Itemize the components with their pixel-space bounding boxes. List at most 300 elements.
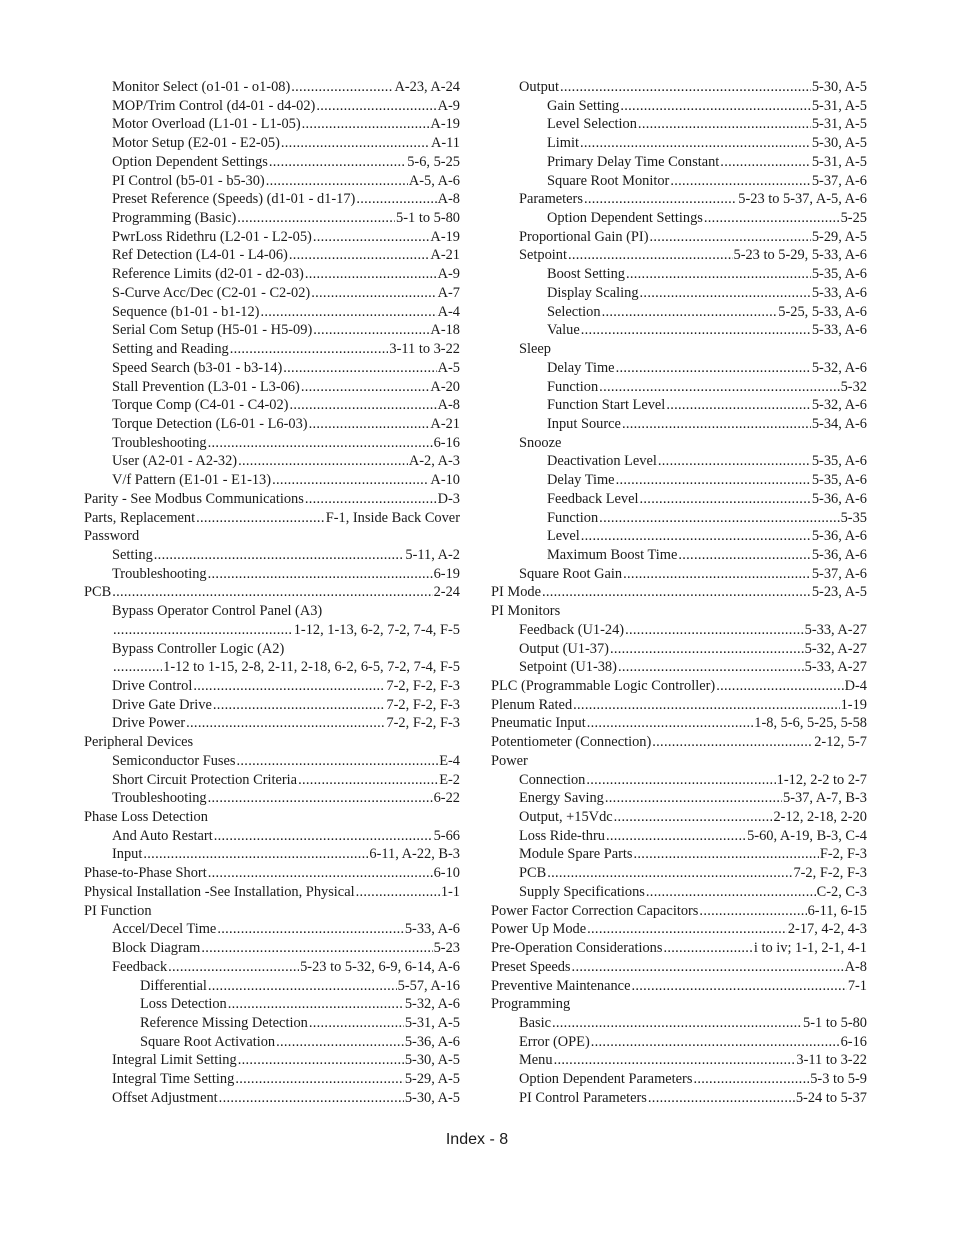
index-term: Output, +15Vdc (519, 809, 613, 826)
page-reference: 5-36, A-6 (811, 546, 867, 563)
dot-leader (196, 509, 325, 528)
index-entry (84, 1033, 460, 1052)
page-reference: A-10 (430, 472, 460, 489)
index-entry (491, 958, 867, 977)
index-entry (84, 228, 460, 247)
page-reference: 5-30, A-5 (404, 1052, 460, 1069)
dot-leader (587, 920, 787, 939)
index-term: Serial Com Setup (H5-01 - H5-09) (112, 322, 313, 339)
page-reference: 6-11, A-22, B-3 (369, 846, 460, 863)
page-reference: 7-2, F-2, F-3 (386, 678, 460, 694)
page-reference: C-2, C-3 (816, 883, 867, 900)
page-reference: 5-31, A-5 (404, 1014, 460, 1031)
index-term: Sleep (519, 341, 551, 358)
index-term: Setting and Reading (112, 341, 229, 358)
index-entry (491, 546, 867, 565)
page-reference: 1-8, 5-6, 5-25, 5-58 (754, 715, 867, 732)
dot-leader (213, 696, 386, 715)
index-entry (84, 172, 460, 191)
index-entry (491, 490, 867, 509)
index-term: Troubleshooting (112, 434, 207, 451)
index-term: Integral Limit Setting (112, 1052, 237, 1069)
dot-leader (289, 396, 436, 415)
page-reference: A-21 (430, 415, 460, 432)
index-term: Maximum Boost Time (547, 546, 678, 563)
index-entry (84, 583, 460, 602)
dot-leader (599, 509, 839, 528)
index-entry (84, 153, 460, 172)
page-reference: 7-2, F-2, F-3 (386, 696, 460, 713)
dot-leader (316, 97, 436, 116)
index-term: Option Dependent Settings (547, 210, 703, 227)
page-reference: 7-2, F-2, F-3 (386, 715, 460, 732)
index-entry (491, 284, 867, 303)
dot-leader (648, 1089, 795, 1108)
index-entry (491, 845, 867, 864)
index-entry (84, 321, 460, 340)
page-reference: 7-1 (847, 977, 867, 994)
page-reference: 5-31, A-5 (811, 116, 867, 133)
page-reference: 5-11, A-2 (405, 546, 460, 563)
dot-leader (605, 789, 782, 808)
index-term: Phase-to-Phase Short (84, 865, 207, 882)
index-entry (84, 340, 460, 359)
index-entry (84, 958, 460, 977)
dot-leader (311, 284, 436, 303)
index-entry (84, 246, 460, 265)
index-entry (491, 378, 867, 397)
dot-leader (219, 1089, 404, 1108)
index-entry (84, 602, 460, 621)
dot-leader (622, 415, 811, 434)
index-term: Motor Overload (L1-01 - L1-05) (112, 116, 301, 133)
page-reference: 5-23 to 5-32, 6-9, 6-14, A-6 (300, 958, 460, 975)
dot-leader (580, 134, 811, 153)
index-term: Drive Control (112, 678, 193, 694)
dot-leader (193, 677, 385, 696)
index-term: Reference Limits (d2-01 - d2-03) (112, 266, 304, 283)
dot-leader (269, 153, 406, 172)
index-entry (491, 172, 867, 191)
page-reference: A-21 (430, 247, 460, 264)
dot-leader (301, 378, 430, 397)
index-entry (84, 977, 460, 996)
index-entry (84, 471, 460, 490)
page-reference: 6-10 (433, 865, 460, 882)
index-entry (491, 209, 867, 228)
dot-leader (704, 209, 840, 228)
index-term: Feedback (U1-24) (519, 621, 625, 638)
index-term: Short Circuit Protection Criteria (112, 771, 298, 788)
index-entry (84, 546, 460, 565)
index-entry (491, 640, 867, 659)
index-entry (491, 1070, 867, 1089)
index-term: Reference Missing Detection (140, 1014, 308, 1031)
dot-leader (573, 696, 839, 715)
index-term: Preset Speeds (491, 958, 571, 975)
dot-leader (568, 246, 733, 265)
index-term: Password (84, 528, 140, 545)
index-entry (491, 527, 867, 546)
index-entry (84, 509, 460, 528)
index-term: Bypass Controller Logic (A2) (112, 640, 285, 657)
dot-leader (646, 883, 816, 902)
index-term: Function (547, 378, 599, 395)
page-reference: 5-35, A-6 (811, 453, 867, 470)
dot-leader (658, 452, 811, 471)
dot-leader (154, 546, 405, 565)
index-entry (491, 1033, 867, 1052)
page-reference: 5-32, A-27 (804, 640, 867, 657)
index-entry (491, 246, 867, 265)
page-reference: F-2, F-3 (819, 846, 867, 863)
index-entry (84, 209, 460, 228)
page-reference: 2-12, 2-18, 2-20 (773, 809, 867, 826)
index-entry (84, 714, 460, 733)
dot-leader (313, 228, 430, 247)
index-term: Function (547, 509, 599, 526)
dot-leader (283, 359, 436, 378)
index-term: Pneumatic Input (491, 715, 586, 732)
page-reference: A-4 (437, 303, 460, 320)
index-entry (84, 434, 460, 453)
index-entry (84, 378, 460, 397)
index-term: Gain Setting (547, 97, 620, 114)
index-entry (491, 621, 867, 640)
index-term: PCB (519, 865, 547, 882)
page-reference: 5-36, A-6 (811, 528, 867, 545)
page-reference: 5-24 to 5-37 (795, 1089, 867, 1106)
index-column-right (491, 78, 867, 1108)
index-entry (84, 1089, 460, 1108)
index-entry (491, 733, 867, 752)
index-term: Display Scaling (547, 284, 639, 301)
dot-leader (217, 920, 404, 939)
index-term: Setting (112, 546, 153, 563)
index-term: Energy Saving (519, 790, 604, 807)
dot-leader (650, 228, 811, 247)
dot-leader (208, 977, 397, 996)
dot-leader (302, 115, 430, 134)
dot-leader (168, 958, 299, 977)
index-entry (84, 78, 460, 97)
dot-leader (616, 471, 811, 490)
index-entry (84, 97, 460, 116)
dot-leader (260, 303, 436, 322)
index-entry (491, 883, 867, 902)
dot-leader (587, 714, 754, 733)
page-reference: 6-16 (840, 1033, 867, 1050)
page-reference: 5-1 to 5-80 (803, 1014, 867, 1031)
index-term: Input Source (547, 415, 621, 432)
index-entry (491, 415, 867, 434)
dot-leader (208, 434, 433, 453)
index-term: PI Monitors (491, 603, 561, 620)
index-entry (84, 733, 460, 752)
page-reference: 5-3 to 5-9 (810, 1071, 867, 1088)
index-term: Square Root Activation (140, 1033, 276, 1050)
index-entry (491, 808, 867, 827)
page-reference: 1-12, 2-2 to 2-7 (776, 771, 867, 788)
page-reference: 5-23 to 5-29, 5-33, A-6 (733, 247, 867, 264)
page-reference: 5-30, A-5 (404, 1089, 460, 1106)
index-entry (84, 696, 460, 715)
dot-leader (113, 658, 162, 677)
index-term: Loss Ride-thru (519, 827, 605, 844)
dot-leader (581, 321, 811, 340)
page-reference: 5-6, 5-25 (407, 153, 460, 170)
page-reference: 3-11 to 3-22 (796, 1052, 867, 1069)
index-entry (84, 920, 460, 939)
dot-leader (309, 1014, 404, 1033)
index-term: Differential (140, 977, 207, 994)
page-reference: A-19 (430, 228, 460, 245)
page-reference: 5-23 (433, 940, 460, 957)
page-reference: 5-29, A-5 (404, 1071, 460, 1088)
index-entry (491, 452, 867, 471)
page-reference: 5-35, A-6 (811, 266, 867, 283)
dot-leader (281, 134, 430, 153)
dot-leader (606, 827, 746, 846)
dot-leader (640, 490, 811, 509)
index-entry (84, 527, 460, 546)
index-term: Speed Search (b3-01 - b3-14) (112, 359, 283, 376)
page-reference: 3-11 to 3-22 (389, 341, 460, 358)
index-term: Loss Detection (140, 996, 227, 1013)
index-term: Physical Installation -See Installation, Physical (84, 883, 355, 900)
page-reference: A-2, A-3 (408, 453, 460, 470)
page-reference: 6-22 (433, 790, 460, 807)
dot-leader (584, 190, 737, 209)
index-term: Semiconductor Fuses (112, 752, 236, 769)
index-term: Accel/Decel Time (112, 921, 217, 938)
dot-leader (313, 321, 429, 340)
index-entry (491, 977, 867, 996)
index-term: PI Mode (491, 584, 541, 601)
dot-leader (634, 845, 819, 864)
index-entry (491, 340, 867, 359)
dot-leader (663, 939, 752, 958)
page-reference: 2-24 (433, 584, 460, 601)
index-entry (84, 490, 460, 509)
dot-leader (238, 452, 408, 471)
dot-leader (666, 396, 811, 415)
index-term: Power (491, 752, 528, 769)
page-reference: 5-37, A-7, B-3 (783, 790, 867, 807)
index-term: Pre-Operation Considerations (491, 940, 663, 957)
dot-leader (113, 621, 293, 640)
dot-leader (356, 190, 436, 209)
page-reference: 2-17, 4-2, 4-3 (787, 921, 867, 938)
dot-leader (572, 958, 844, 977)
index-entry (491, 864, 867, 883)
dot-leader (693, 1070, 809, 1089)
page-reference: 5-25 (840, 210, 867, 227)
page-reference: E-4 (439, 752, 460, 769)
dot-leader (298, 771, 438, 790)
page-reference: 5-34, A-6 (811, 415, 867, 432)
page-reference: 5-1 to 5-80 (396, 210, 460, 227)
index-entry (491, 153, 867, 172)
index-term: Error (OPE) (519, 1033, 590, 1050)
page-reference: A-5, A-6 (408, 172, 460, 189)
page-reference: 2-12, 5-7 (814, 734, 867, 751)
page-reference: A-7 (437, 284, 460, 301)
index-term: PwrLoss Ridethru (L2-01 - L2-05) (112, 228, 312, 245)
page-reference: 5-37, A-6 (811, 565, 867, 582)
page-reference: 5-30, A-5 (811, 79, 867, 95)
page-reference: 5-33, A-27 (804, 621, 867, 638)
index-term: Square Root Monitor (547, 172, 670, 189)
page-reference: 5-35 (840, 509, 867, 526)
index-term: And Auto Restart (112, 827, 213, 844)
index-entry (84, 658, 460, 677)
dot-leader (581, 527, 811, 546)
dot-leader (208, 864, 433, 883)
page-reference: A-19 (430, 116, 460, 133)
index-term: PCB (84, 584, 112, 601)
dot-leader (552, 1014, 802, 1033)
dot-leader (208, 789, 433, 808)
dot-leader (720, 153, 811, 172)
page-reference: 7-2, F-2, F-3 (793, 865, 867, 882)
page-reference: 5-60, A-19, B-3, C-4 (747, 827, 867, 844)
index-term: Parity - See Modbus Communications (84, 490, 304, 507)
index-term: PI Control Parameters (519, 1089, 647, 1106)
index-term: Delay Time (547, 472, 615, 489)
dot-leader (631, 977, 846, 996)
index-term: Setpoint (519, 247, 567, 264)
index-term: Programming (Basic) (112, 210, 237, 227)
index-entry (491, 658, 867, 677)
index-term: Option Dependent Parameters (519, 1071, 693, 1088)
dot-leader (678, 546, 810, 565)
index-term: Setpoint (U1-38) (519, 659, 617, 676)
index-entry (84, 415, 460, 434)
index-term: Delay Time (547, 359, 615, 376)
index-term: Basic (519, 1014, 551, 1031)
index-term: PI Control (b5-01 - b5-30) (112, 172, 265, 189)
dot-leader (305, 490, 437, 509)
index-term: Troubleshooting (112, 565, 207, 582)
index-term: Offset Adjustment (112, 1089, 218, 1106)
page-reference: 5-33, A-6 (404, 921, 460, 938)
dot-leader (291, 78, 393, 97)
page-reference: A-8 (437, 397, 460, 414)
index-term: Proportional Gain (PI) (519, 228, 649, 245)
dot-leader (230, 340, 389, 359)
index-entry (491, 359, 867, 378)
index-term: Level (547, 528, 580, 545)
page-reference: 5-32 (840, 378, 867, 395)
dot-leader (305, 265, 437, 284)
dot-leader (235, 1070, 404, 1089)
page-reference: 5-33, A-6 (811, 322, 867, 339)
dot-leader (620, 97, 810, 116)
index-term: PLC (Programmable Logic Controller) (491, 678, 716, 694)
dot-leader (560, 78, 811, 97)
index-entry (491, 920, 867, 939)
index-term: Boost Setting (547, 266, 625, 283)
dot-leader (716, 677, 843, 696)
dot-leader (626, 265, 811, 284)
dot-leader (237, 209, 395, 228)
page-footer: Index - 8 (445, 1131, 509, 1148)
dot-leader (214, 827, 433, 846)
page-reference: 1-12 to 1-15, 2-8, 2-11, 2-18, 6-2, 6-5, 7-2, 7-4, F-5 (163, 659, 460, 676)
page-reference: 5-37, A-6 (811, 172, 867, 189)
index-term: Square Root Gain (519, 565, 623, 582)
index-entry (491, 434, 867, 453)
index-entry (491, 509, 867, 528)
index-term: Troubleshooting (112, 790, 207, 807)
index-entry (84, 883, 460, 902)
index-entry (84, 677, 460, 696)
index-entry (491, 115, 867, 134)
index-term: Preventive Maintenance (491, 977, 631, 994)
page-reference: 5-25, 5-33, A-6 (778, 303, 867, 320)
index-entry (491, 321, 867, 340)
index-term: Power Up Mode (491, 921, 587, 938)
index-column-left (84, 78, 460, 1108)
index-entry (491, 303, 867, 322)
dot-leader (586, 771, 775, 790)
dot-leader (309, 415, 430, 434)
dot-leader (699, 902, 806, 921)
index-term: Ref Detection (L4-01 - L4-06) (112, 247, 288, 264)
dot-leader (652, 733, 813, 752)
page-reference: 5-23 to 5-37, A-5, A-6 (738, 191, 867, 208)
index-entry (491, 789, 867, 808)
index-entry (84, 640, 460, 659)
page-reference: 6-16 (433, 434, 460, 451)
page-reference: 5-32, A-6 (811, 359, 867, 376)
page-reference: A-23, A-24 (394, 79, 460, 95)
index-entry (84, 284, 460, 303)
index-term: Preset Reference (Speeds) (d1-01 - d1-17) (112, 191, 356, 208)
index-term: Programming (491, 996, 571, 1013)
index-term: Output (519, 79, 559, 95)
page-reference: A-8 (437, 191, 460, 208)
page-reference: 5-31, A-5 (811, 97, 867, 114)
page-reference: 5-31, A-5 (811, 153, 867, 170)
index-entry (84, 939, 460, 958)
index-term: Supply Specifications (519, 883, 645, 900)
page-reference: A-18 (430, 322, 460, 339)
index-entry (491, 471, 867, 490)
page-reference: D-3 (437, 490, 460, 507)
dot-leader (625, 621, 804, 640)
index-term: Torque Comp (C4-01 - C4-02) (112, 397, 289, 414)
dot-leader (542, 583, 811, 602)
index-term: Integral Time Setting (112, 1071, 235, 1088)
index-term: Drive Power (112, 715, 186, 732)
page-reference: 1-12, 1-13, 6-2, 7-2, 7-4, F-5 (293, 621, 460, 638)
index-entry (491, 714, 867, 733)
dot-leader (599, 378, 839, 397)
index-term: Parts, Replacement (84, 509, 196, 526)
page-reference: 5-29, A-5 (811, 228, 867, 245)
index-term: User (A2-01 - A2-32) (112, 453, 238, 470)
index-entry (84, 265, 460, 284)
index-entry (84, 565, 460, 584)
index-term: S-Curve Acc/Dec (C2-01 - C2-02) (112, 284, 311, 301)
dot-leader (640, 284, 811, 303)
index-term: Drive Gate Drive (112, 696, 212, 713)
index-term: Snooze (519, 434, 562, 451)
page-reference: 6-19 (433, 565, 460, 582)
index-term: Phase Loss Detection (84, 809, 208, 826)
